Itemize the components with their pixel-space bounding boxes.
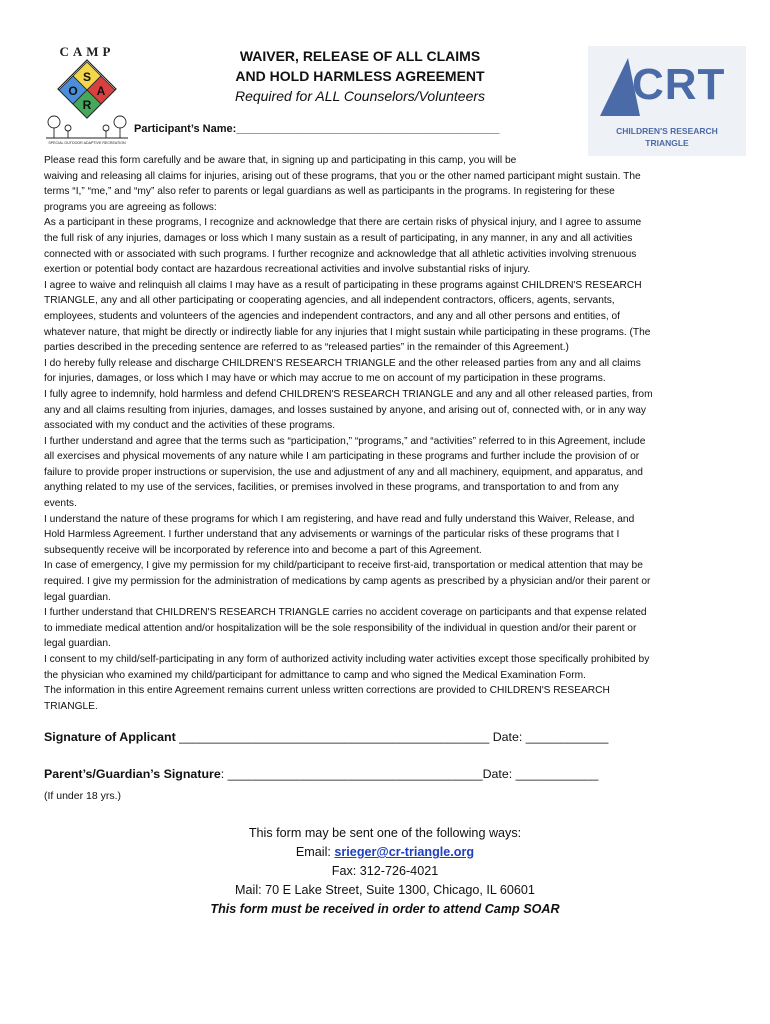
body-line: whatever nature, that might be directly or indirectly liable for any injuries that I might sustain while participating in these programs. (The [44, 326, 651, 338]
email-link[interactable]: srieger@cr-triangle.org [334, 845, 475, 859]
body-line: I do hereby fully release and discharge CHILDREN'S RESEARCH TRIANGLE and the other released parties from any and all claims [44, 357, 641, 369]
body-line: subsequently receive will be incorporated by reference into and become a part of this Agreement. [44, 544, 482, 556]
body-line: failure to provide proper instructions or supervision, the use and adjustment of any and all machinery, equipment, and apparatus, and [44, 466, 643, 478]
submission-intro: This form may be sent one of the following ways: [248, 826, 522, 840]
body-line: legal guardian. [44, 591, 111, 603]
body-line: Hold Harmless Agreement. I further understand that any advisements or warnings of the particular risks of these programs that I [44, 529, 620, 541]
body-line: all exercises and physical movements of any nature while I am participating in these programs and further include the provision of or [44, 451, 640, 463]
trees-and-kids-icon [46, 116, 128, 138]
body-line: As a participant in these programs, I recognize and acknowledge that there are certain risks of physical injury, and I agree to assume [44, 217, 642, 229]
letter-o: O [68, 84, 78, 98]
participant-name-field[interactable]: Participant’s Name:___________________________________________ [134, 123, 500, 135]
body-line: legal guardian. [44, 638, 111, 650]
fax-line: Fax: 312-726-4021 [331, 864, 439, 878]
body-line: programs you are agreeing as follows: [44, 201, 217, 213]
letter-a: A [96, 84, 106, 98]
subtitle: Required for ALL Counselors/Volunteers [234, 88, 486, 104]
body-line: exertion or potential body contact are hazardous recreational activities and involve substantial risks of injury. [44, 264, 531, 276]
document-header [180, 46, 540, 106]
body-line: I further understand that CHILDREN'S RESEARCH TRIANGLE carries no accident coverage on participants and that expense related [44, 607, 647, 619]
body-line: The information in this entire Agreement remains current unless written corrections are provided to CHILDREN'S RESEARCH [44, 685, 610, 697]
body-line: events. [44, 498, 77, 510]
mail-line: Mail: 70 E Lake Street, Suite 1300, Chicago, IL 60601 [235, 883, 535, 897]
crt-name-line1: CHILDREN'S RESEARCH [616, 126, 718, 136]
guardian-signature-line[interactable] [44, 767, 598, 781]
crt-logo [588, 46, 746, 156]
letter-s: S [82, 70, 92, 84]
body-line: the physician who examined my child/participant for admittance to camp and who signed the Medical Examination Form. [44, 669, 586, 681]
applicant-signature-label: Signature of Applicant [44, 730, 176, 744]
under-18-note: (If under 18 yrs.) [44, 790, 122, 802]
body-line: I agree to waive and relinquish all claims I may have as a result of participating in these programs against CHILDREN'S RESEARCH [44, 279, 642, 291]
body-line: required. I give my permission for the administration of medications by camp agents as prescribed by a physician and/or their parent or [44, 576, 651, 588]
body-line: TRIANGLE, any and all other participating or cooperating agencies, and all independent contractors, officers, agents, servants, [44, 295, 615, 307]
body-line: any and all claims resulting from injuries, damages, and losses sustained by anyone, and arising out of, connected with, or in any way [44, 404, 646, 416]
body-line: I fully agree to indemnify, hold harmless and defend CHILDREN'S RESEARCH TRIANGLE and any and all other released parties, from [44, 388, 653, 400]
applicant-signature-line[interactable] [44, 730, 608, 744]
body-line: anything related to my use of the services, facilities, or premises involved in these programs, and transportation to and from any [44, 482, 619, 494]
applicant-signature-blank[interactable]: _____________________________________________ Date: ____________ [175, 730, 609, 744]
title-line-1: WAIVER, RELEASE OF ALL CLAIMS [239, 48, 481, 64]
title-line-2: AND HOLD HARMLESS AGREEMENT [235, 68, 485, 84]
body-line: I consent to my child/self-participating in any form of authorized activity including water activities except those specifically prohibited by [44, 654, 650, 665]
camp-soar-logo [44, 42, 130, 146]
email-label: Email: [295, 845, 335, 859]
camp-ring-text: CAMP [59, 44, 115, 59]
body-line: I understand the nature of these programs for which I am registering, and have read and fully understand this Waiver, Release, and [44, 513, 635, 525]
crt-wordmark: CRT [632, 60, 726, 109]
submission-info [0, 824, 770, 919]
body-line: Please read this form carefully and be aware that, in signing up and participating in this camp, you will be [44, 155, 517, 166]
body-line: associated with my conduct and the activities of these programs. [44, 420, 336, 432]
crt-name-line2: TRIANGLE [645, 138, 689, 148]
body-line: terms “I,” “me,” and “my” also refer to parents or legal guardians as well as participants in the programs. In registering for these [44, 186, 615, 198]
body-line: to immediate medical attention and/or hospitalization will be the sole responsibility of the individual in question and/or their parent or [44, 622, 637, 634]
body-line: connected with or associated with such programs. I further recognize and acknowledge that all athletic activities involving strenuous [44, 248, 637, 260]
body-line: I further understand and agree that the terms such as “participation,” “programs,” and “activities” referred to in this Agreement, include [44, 435, 646, 447]
letter-r: R [82, 98, 92, 112]
email-line [0, 843, 770, 862]
body-line: the full risk of any injuries, damages or loss which I many sustain as a result of participating, in any manner, in any and all activities [44, 232, 633, 244]
body-line: employees, students and volunteers of the agencies and independent contractors, and any and all other persons and entities, of [44, 310, 620, 322]
body-line: TRIANGLE. [44, 700, 98, 712]
guardian-signature-label: Parent’s/Guardian’s Signature [44, 767, 221, 781]
body-line: In case of emergency, I give my permission for my child/participant to receive first-aid, transportation or medical attention that may be [44, 560, 643, 572]
body-line: for injuries, damages, or loss which I may have or which may accrue to me on account of my participation in these programs. [44, 373, 606, 385]
body-line: waiving and releasing all claims for injuries, arising out of these programs, that you or the other named participant might sustain. The [44, 170, 641, 182]
body-line: parties described in the preceding sentence are referred to as “released parties” in the remainder of this Agreement.) [44, 342, 569, 354]
guardian-signature-blank[interactable]: : _____________________________________Date: ____________ [220, 767, 599, 781]
camp-caption: SPECIAL OUTDOOR ADAPTIVE RECREATION [48, 141, 126, 145]
agreement-body [44, 153, 728, 714]
deadline-notice: This form must be received in order to attend Camp SOAR [210, 902, 560, 916]
